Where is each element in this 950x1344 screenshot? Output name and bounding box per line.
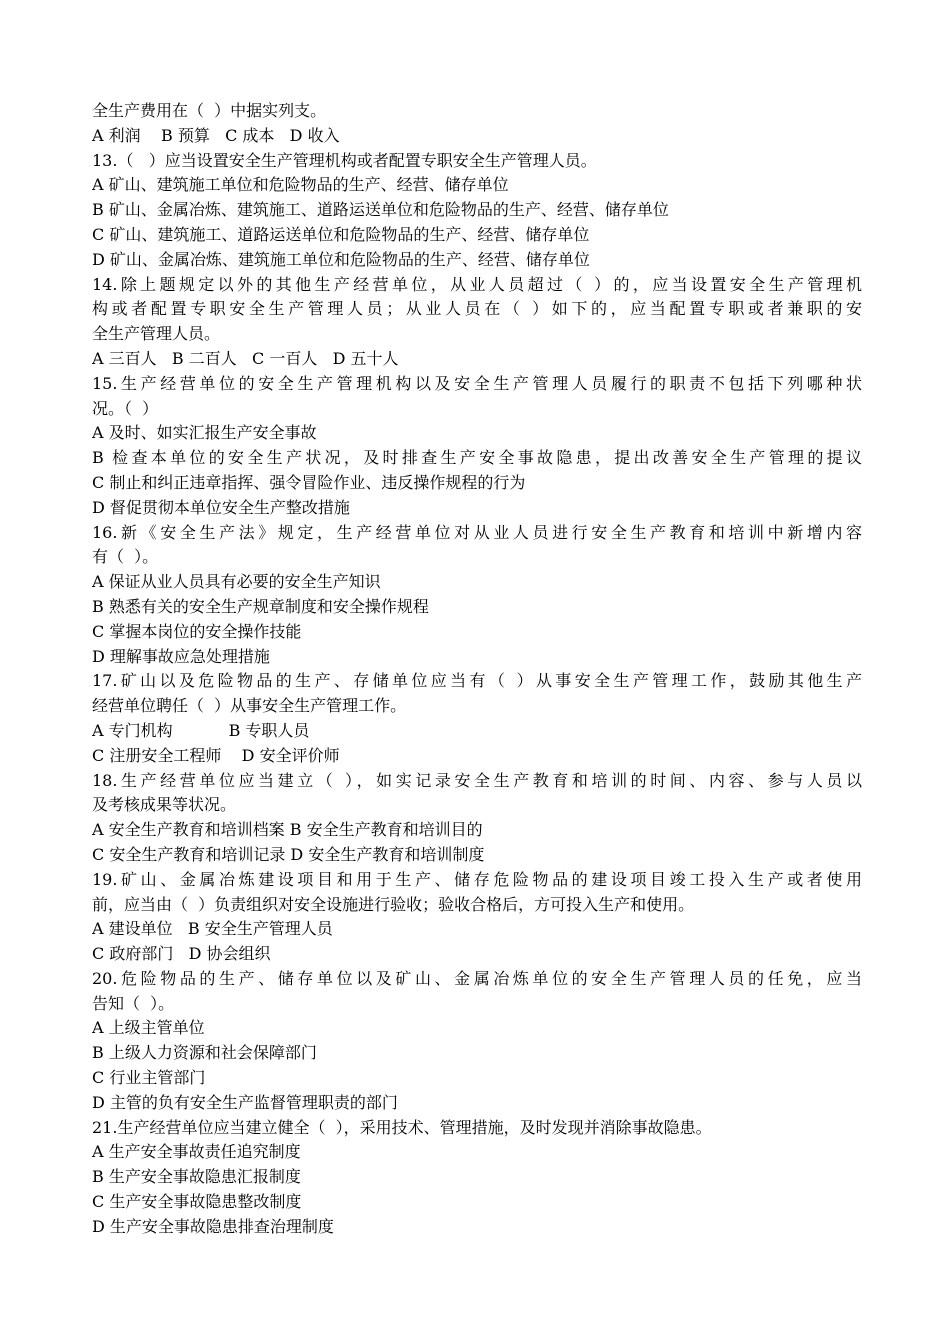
text-line: B 矿山、金属冶炼、建筑施工、道路运送单位和危险物品的生产、经营、储存单位 [92,200,669,220]
text-line: D 矿山、金属冶炼、建筑施工单位和危险物品的生产、经营、储存单位 [92,249,590,269]
text-line: 构或者配置专职安全生产管理人员；从业人员在（ ）如下的，应当配置专职或者兼职的安 [92,299,862,319]
text-line: 17.矿山以及危险物品的生产、存储单位应当有（ ）从事安全生产管理工作，鼓励其他生产 [92,671,862,691]
text-line: A 生产安全事故责任追究制度 [92,1142,301,1162]
text-line: 前，应当由（ ）负责组织对安全设施进行验收；验收合格后，方可投入生产和使用。 [92,894,695,914]
text-line: A 安全生产教育和培训档案 B 安全生产教育和培训目的 [92,820,483,840]
document-page [92,99,862,1240]
text-line: 15.生产经营单位的安全生产管理机构以及安全生产管理人员履行的职责不包括下列哪种状 [92,373,862,393]
text-line: 16.新《安全生产法》规定，生产经营单位对从业人员进行安全生产教育和培训中新增内容 [92,522,862,542]
text-line: 21.生产经营单位应当建立健全（ ），采用技术、管理措施，及时发现并消除事故隐患。 [92,1117,712,1137]
text-line: A 上级主管单位 [92,1018,205,1038]
text-line: 14.除上题规定以外的其他生产经营单位，从业人员超过（ ）的，应当设置安全生产管理机 [92,274,862,294]
text-line: C 安全生产教育和培训记录 D 安全生产教育和培训制度 [92,844,485,864]
text-line: C 掌握本岗位的安全操作技能 [92,621,302,641]
text-line: A 利润 B 预算 C 成本 D 收入 [92,125,340,145]
text-line: 告知（ ）。 [92,993,175,1013]
text-line: D 生产安全事故隐患排查治理制度 [92,1216,334,1236]
text-line: 19.矿山、金属冶炼建设项目和用于生产、储存危险物品的建设项目竣工投入生产或者使用 [92,869,862,889]
text-line: B 检查本单位的安全生产状况，及时排查生产安全事故隐患，提出改善安全生产管理的提议 [92,448,862,468]
text-line: B 熟悉有关的安全生产规章制度和安全操作规程 [92,596,429,616]
text-line: A 专门机构 B 专职人员 [92,720,310,740]
text-line: C 注册安全工程师 D 安全评价师 [92,745,340,765]
text-line: C 制止和纠正违章指挥、强令冒险作业、违反操作规程的行为 [92,472,526,492]
text-line: B 上级人力资源和社会保障部门 [92,1043,317,1063]
text-line: B 生产安全事故隐患汇报制度 [92,1167,301,1187]
text-line: A 及时、如实汇报生产安全事故 [92,423,317,443]
text-line: 全生产管理人员。 [92,324,221,344]
text-line: C 矿山、建筑施工、道路运送单位和危险物品的生产、经营、储存单位 [92,224,590,244]
text-line: A 三百人 B 二百人 C 一百人 D 五十人 [92,348,399,368]
text-line: C 行业主管部门 [92,1068,206,1088]
text-line: D 督促贯彻本单位安全生产整改措施 [92,497,350,517]
text-line: 及考核成果等状况。 [92,795,237,815]
text-line: D 理解事故应急处理措施 [92,646,270,666]
text-line: D 主管的负有安全生产监督管理职责的部门 [92,1092,398,1112]
text-line: 况。（ ） [92,398,159,418]
text-line: 有（ ）。 [92,547,159,567]
text-line: A 矿山、建筑施工单位和危险物品的生产、经营、储存单位 [92,175,509,195]
text-line: 经营单位聘任（ ）从事安全生产管理工作。 [92,696,407,716]
text-line: 全生产费用在（ ）中据实列支。 [92,101,327,120]
text-line: A 建设单位 B 安全生产管理人员 [92,919,333,939]
text-line: A 保证从业人员具有必要的安全生产知识 [92,572,381,592]
text-line: C 政府部门 D 协会组织 [92,944,271,964]
text-line: C 生产安全事故隐患整改制度 [92,1192,302,1212]
text-line: 18.生产经营单位应当建立（ ），如实记录安全生产教育和培训的时间、内容、参与人员以 [92,770,862,790]
text-line: 20.危险物品的生产、储存单位以及矿山、金属冶炼单位的安全生产管理人员的任免，应当 [92,968,862,988]
text-line: 13.（ ）应当设置安全生产管理机构或者配置专职安全生产管理人员。 [92,150,597,170]
